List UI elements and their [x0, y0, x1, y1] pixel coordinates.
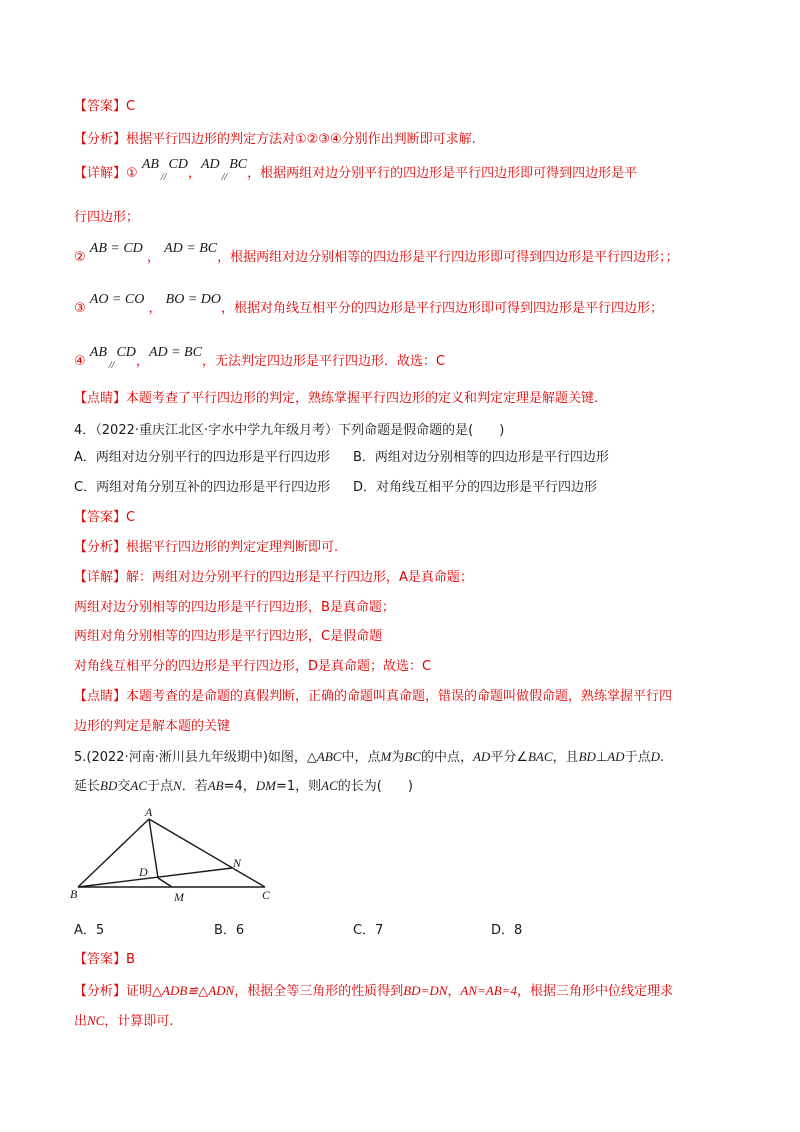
q3-analysis-line	[74, 131, 476, 149]
q4-stem: 4．（2022·重庆江北区·字水中学九年级月考）下列命题是假命题的是( )	[74, 423, 505, 438]
q5-stem-line-2	[74, 777, 413, 796]
item-number: ①	[126, 166, 138, 181]
stem-text: 交	[117, 779, 131, 794]
analysis-text: 根据平行四边形的判定定理判断即可.	[126, 540, 339, 555]
segment-dm	[158, 878, 172, 887]
comma: ，	[135, 354, 149, 369]
answer-value: C	[126, 510, 136, 525]
math-bd: BD	[578, 749, 596, 764]
segment-bn	[78, 868, 232, 887]
stem-text: 于点	[624, 750, 651, 765]
q4-detail-line-3: 两组对角分别相等的四边形是平行四边形，C是假命题	[74, 629, 383, 644]
label-n: N	[233, 856, 242, 870]
math-an-eq-ab: AN=AB=4	[460, 983, 517, 998]
math-m: M	[380, 749, 392, 764]
math-cd: CD	[168, 157, 188, 172]
analysis-text: ，计算即可.	[104, 1014, 174, 1029]
q5-answer-line	[74, 951, 135, 969]
stem-text: .	[659, 750, 665, 765]
parallel-symbol: //	[221, 172, 228, 183]
math-ad-eq-bc: AD = BC	[164, 241, 218, 256]
q5-stem-line-1	[74, 748, 664, 767]
q3-answer-line	[74, 98, 135, 116]
q5-analysis-line-1	[74, 982, 673, 1001]
detail-text: ，根据对角线互相平分的四边形是平行四边形即可得到四边形是平行四边形；	[221, 301, 664, 316]
detail-label: 【详解】	[74, 570, 127, 585]
math-ab: AB	[141, 157, 159, 172]
comment-text: 本题考查的是命题的真假判断，正确的命题叫真命题，错误的命题叫做假命题，熟练掌握平行四	[126, 689, 673, 704]
q4-answer-line	[74, 509, 135, 527]
stem-text: 的长为( )	[337, 779, 413, 794]
q4-detail-line-2: 两组对边分别相等的四边形是平行四边形，B是真命题；	[74, 600, 395, 615]
q5-option-a: A．5	[74, 923, 105, 938]
math-bc: BC	[404, 749, 421, 764]
parallel-symbol: //	[108, 360, 115, 371]
math-bo-eq-do: BO = DO	[165, 292, 221, 307]
math-bd: BD	[100, 778, 118, 793]
item-number: ④	[74, 354, 86, 369]
label-a: A	[145, 805, 153, 819]
math-n: N	[173, 778, 182, 793]
q5-analysis-line-2	[74, 1012, 174, 1031]
stem-text: =4，	[223, 779, 256, 794]
stem-text: ．若	[181, 779, 208, 794]
q3-comment-line	[74, 390, 598, 408]
answer-value: B	[126, 952, 135, 967]
stem-text: ，且	[552, 750, 579, 765]
comment-label: 【点睛】	[74, 689, 127, 704]
stem-text: =1，则	[275, 779, 322, 794]
q4-comment-line-1	[74, 688, 672, 706]
label-c: C	[262, 888, 271, 902]
stem-text: 5.(2022·河南·淅川县九年级期中)如图，	[74, 750, 307, 765]
q4-detail-line-1	[74, 569, 473, 587]
stem-text: 平分∠	[490, 750, 528, 765]
stem-text: 为	[391, 750, 405, 765]
math-bc: BC	[229, 157, 248, 172]
detail-text-cont: 行四边形；	[74, 210, 140, 225]
q4-detail-line-4: 对角线互相平分的四边形是平行四边形，D是真命题；故选：C	[74, 659, 432, 674]
stem-text: 于点	[147, 779, 174, 794]
perp-symbol: ⊥	[595, 750, 608, 765]
q3-detail-line-1	[74, 157, 638, 184]
item-number: ②	[74, 250, 86, 265]
math-bd-eq-dn: BD=DN	[403, 983, 448, 998]
detail-text: ，根据两组对边分别平行的四边形是平行四边形即可得到四边形是平	[247, 166, 638, 181]
analysis-text: ，根据全等三角形的性质得到	[234, 984, 404, 999]
label-m: M	[174, 890, 184, 904]
detail-text: ，无法判定四边形是平行四边形．故选：C	[201, 354, 446, 369]
math-congruence: △ADB≌△ADN	[152, 983, 235, 998]
segment-ad	[149, 819, 158, 878]
math-ab: AB	[207, 778, 224, 793]
comment-text: 本题考查了平行四边形的判定，熟练掌握平行四边形的定义和判定定理是解题关键.	[126, 391, 599, 406]
q4-option-b: B．两组对边分别相等的四边形是平行四边形	[353, 450, 609, 465]
math-ac: AC	[130, 778, 147, 793]
analysis-label: 【分析】	[74, 984, 127, 999]
comma: ，	[187, 166, 201, 181]
answer-label: 【答案】	[74, 99, 127, 114]
analysis-text: 出	[74, 1014, 88, 1029]
math-ao-eq-co: AO = CO	[89, 292, 145, 307]
stem-text: 中，点	[341, 750, 381, 765]
q4-analysis-line	[74, 539, 338, 557]
math-ad: AD	[607, 749, 625, 764]
math-ac: AC	[321, 778, 338, 793]
q3-detail-line-4	[74, 345, 446, 372]
q3-detail-line-3	[74, 292, 664, 318]
detail-text: 解：两组对边分别平行的四边形是平行四边形，A是真命题；	[126, 570, 473, 585]
q4-option-c: C．两组对角分别互补的四边形是平行四边形	[74, 480, 331, 495]
q3-detail-line-1-cont	[74, 209, 139, 227]
analysis-label: 【分析】	[74, 132, 127, 147]
detail-text: ，根据两组对边分别相等的四边形是平行四边形即可得到四边形是平行四边形；；	[217, 250, 679, 265]
q3-detail-line-2	[74, 241, 679, 267]
detail-label: 【详解】	[74, 166, 127, 181]
q5-option-b: B．6	[214, 923, 245, 938]
answer-value: C	[126, 99, 136, 114]
label-d: D	[139, 865, 148, 879]
stem-text: 的中点，	[420, 750, 473, 765]
analysis-label: 【分析】	[74, 540, 127, 555]
segment-ac	[149, 819, 265, 887]
item-number: ③	[74, 301, 86, 316]
parallel-symbol: //	[160, 172, 167, 183]
math-ab: AB	[89, 345, 107, 360]
q4-option-a: A．两组对边分别平行的四边形是平行四边形	[74, 450, 330, 465]
triangle-figure	[66, 805, 286, 905]
answer-label: 【答案】	[74, 510, 127, 525]
math-d: D	[650, 749, 660, 764]
math-bac: BAC	[527, 749, 553, 764]
analysis-text: ，	[447, 984, 461, 999]
comment-label: 【点睛】	[74, 391, 127, 406]
comma: ，	[148, 301, 162, 316]
analysis-text: 证明	[126, 984, 153, 999]
analysis-text: ，根据三角形中位线定理求	[516, 984, 673, 999]
q4-option-d: D．对角线互相平分的四边形是平行四边形	[353, 480, 598, 495]
math-cd: CD	[116, 345, 136, 360]
answer-label: 【答案】	[74, 952, 127, 967]
analysis-text: 根据平行四边形的判定方法对①②③④分别作出判断即可求解.	[126, 132, 476, 147]
math-dm: DM	[255, 778, 276, 793]
math-triangle-abc: △ABC	[306, 749, 342, 764]
math-ad: AD	[472, 749, 491, 764]
stem-text: 延长	[74, 779, 101, 794]
math-ad: AD	[200, 157, 220, 172]
q5-option-d: D．8	[491, 923, 523, 938]
label-b: B	[70, 887, 78, 901]
math-ad-eq-bc: AD = BC	[148, 345, 202, 360]
math-ab-eq-cd: AB = CD	[89, 241, 143, 256]
q5-option-c: C．7	[353, 923, 384, 938]
q4-comment-line-2: 边形的判定是解本题的关键	[74, 719, 231, 734]
comma: ，	[146, 250, 160, 265]
math-nc: NC	[87, 1013, 105, 1028]
